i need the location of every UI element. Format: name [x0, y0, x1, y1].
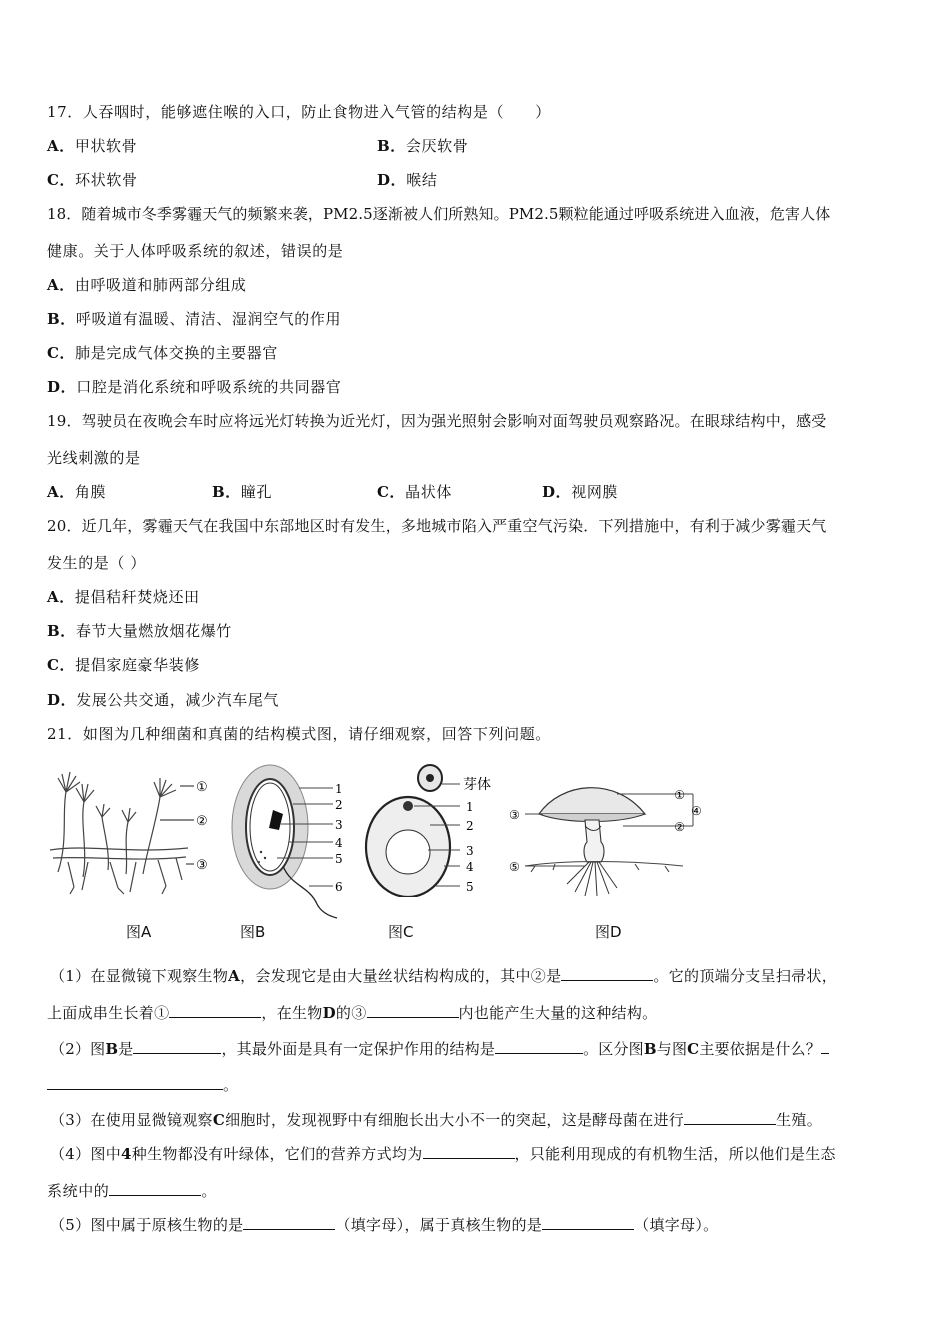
q18-stem-line2: 健康。关于人体呼吸系统的叙述，错误的是: [47, 242, 344, 260]
text-run: C: [687, 1040, 700, 1058]
text-run: 。: [223, 1076, 239, 1094]
text-run: （填字母），属于真核生物的是: [335, 1216, 543, 1234]
q21-part3: [50, 1110, 822, 1130]
text-run: 系统中的: [47, 1182, 110, 1200]
text-run: （5）图中属于原核生物的是: [50, 1216, 244, 1234]
q19-stem-line1: 19．驾驶员在夜晚会车时应将远光灯转换为近光灯，因为强光照射会影响对面驾驶员观察路况。在眼球结构中，感受: [47, 412, 827, 430]
figure-c-label-4: 4: [466, 860, 474, 874]
figure-a-label-1: ①: [196, 780, 208, 795]
option-label: C．: [47, 344, 76, 362]
q18-option-b: [47, 309, 341, 329]
option-label: A．: [47, 588, 75, 606]
option-label: C．: [377, 483, 406, 501]
answer-blank[interactable]: [169, 1003, 261, 1018]
text-run: C: [212, 1111, 226, 1129]
text-run: 种生物都没有叶绿体，它们的营养方式均为: [131, 1145, 423, 1163]
q18-stem-line1: 18．随着城市冬季雾霾天气的频繁来袭，PM2.5逐渐被人们所熟知。PM2.5颗粒能通过呼吸系统进入血液，危害人体: [47, 205, 831, 223]
q18-option-d: [47, 377, 341, 397]
q21-stem: 21．如图为几种细菌和真菌的结构模式图，请仔细观察，回答下列问题。: [47, 725, 551, 743]
option-label: A．: [47, 483, 75, 501]
text-run: 。区分图: [583, 1040, 644, 1058]
q21-part2-line1: [50, 1039, 829, 1059]
q17-option-d: [377, 170, 437, 190]
option-label: B．: [47, 622, 76, 640]
option-text: 会厌软骨: [405, 137, 469, 155]
text-run: （2）图: [50, 1040, 106, 1058]
answer-blank[interactable]: [495, 1039, 583, 1054]
answer-blank[interactable]: [561, 966, 653, 981]
q20-option-a: [47, 587, 200, 607]
text-run: 细胞时，发现视野中有细胞长出大小不一的突起，这是酵母菌在进行: [225, 1111, 685, 1129]
figure-b-bacterium-diagram: [225, 762, 355, 922]
figure-d-caption: 图D: [595, 923, 622, 941]
figure-a-mold-diagram: [48, 762, 220, 897]
option-text: 肺是完成气体交换的主要器官: [75, 344, 278, 362]
text-run: B: [105, 1040, 119, 1058]
figure-b-label-5: 5: [335, 852, 343, 866]
figure-b-caption: 图B: [240, 923, 266, 941]
figure-c-label-5: 5: [466, 880, 474, 894]
figure-a-caption: 图A: [126, 923, 152, 941]
option-label: B．: [377, 137, 406, 155]
answer-blank[interactable]: [133, 1039, 221, 1054]
text-run: （3）在使用显微镜观察: [50, 1111, 213, 1129]
figure-d-mushroom-diagram: [505, 762, 705, 902]
option-label: D．: [47, 378, 77, 396]
option-label: C．: [47, 171, 76, 189]
option-text: 甲状软骨: [74, 137, 138, 155]
figure-d-label-4: ④: [691, 804, 702, 818]
option-label: A．: [47, 137, 75, 155]
figure-b-label-6: 6: [335, 880, 343, 894]
text-run: 的③: [335, 1004, 367, 1022]
answer-blank[interactable]: [243, 1215, 335, 1230]
text-run: ，会发现它是由大量丝状结构构成的，其中②是: [240, 967, 562, 985]
q21-part2-line2: [47, 1075, 239, 1095]
answer-blank[interactable]: [821, 1039, 829, 1054]
option-label: B．: [47, 310, 76, 328]
option-text: 提倡秸秆焚烧还田: [74, 588, 200, 606]
q17-stem: 17．人吞咽时，能够遮住喉的入口，防止食物进入气管的结构是（ ）: [47, 103, 551, 121]
option-text: 春节大量燃放烟花爆竹: [75, 622, 232, 640]
figure-b-label-4: 4: [335, 836, 343, 850]
text-run: 。: [201, 1182, 218, 1200]
q19-stem-line2: 光线刺激的是: [47, 449, 141, 467]
figure-c-yeast-diagram: [360, 762, 510, 897]
answer-blank[interactable]: [367, 1003, 459, 1018]
option-text: 口腔是消化系统和呼吸系统的共同器官: [76, 378, 342, 396]
q21-part5: [50, 1215, 718, 1235]
text-run: ，其最外面是具有一定保护作用的结构是: [221, 1040, 496, 1058]
option-label: B．: [212, 483, 241, 501]
text-run: ，只能利用现成的有机物生活，所以他们是生态: [514, 1145, 836, 1163]
q20-stem-line1: 20．近几年，雾霾天气在我国中东部地区时有发生，多地城市陷入严重空气污染．下列措施中，有利于减少雾霾天气: [47, 517, 827, 535]
q21-part4-line2: [47, 1181, 217, 1201]
option-label: A．: [47, 276, 75, 294]
text-run: A: [228, 967, 241, 985]
text-run: 4: [121, 1145, 132, 1163]
option-text: 由呼吸道和肺两部分组成: [74, 276, 247, 294]
text-run: （4）图中: [50, 1145, 122, 1163]
option-text: 瞳孔: [240, 483, 273, 501]
answer-blank[interactable]: [423, 1144, 515, 1159]
text-run: 生殖。: [776, 1111, 823, 1129]
q20-option-d: [47, 690, 279, 710]
q19-option-a: [47, 482, 106, 502]
text-run: 内也能产生大量的这种结构。: [458, 1004, 658, 1022]
option-label: D．: [47, 691, 77, 709]
figure-d-label-1: ①: [674, 788, 685, 802]
q20-option-c: [47, 655, 200, 675]
q19-option-c: [377, 482, 452, 502]
text-run: 主要依据是什么？: [699, 1040, 821, 1058]
q17-option-a: [47, 136, 137, 156]
q21-part4-line1: [50, 1144, 836, 1164]
q20-stem-line2: 发生的是（ ）: [47, 554, 146, 572]
text-run: ，在生物: [261, 1004, 323, 1022]
option-text: 发展公共交通，减少汽车尾气: [76, 691, 280, 709]
q20-option-b: [47, 621, 232, 641]
figure-b-label-1: 1: [335, 782, 343, 796]
figure-b-label-2: 2: [335, 798, 343, 812]
figure-d-label-3: ③: [509, 808, 520, 822]
option-text: 视网膜: [571, 483, 619, 501]
option-label: D．: [542, 483, 572, 501]
text-run: 。它的顶端分支呈扫帚状，: [653, 967, 838, 985]
figure-c-label-3: 3: [466, 844, 474, 858]
q21-part1-line1: [50, 966, 837, 986]
figure-c-label-2: 2: [466, 819, 474, 833]
option-label: C．: [47, 656, 76, 674]
text-run: D: [322, 1004, 336, 1022]
q19-option-b: [212, 482, 272, 502]
q19-option-d: [542, 482, 618, 502]
option-text: 提倡家庭豪华装修: [75, 656, 200, 674]
option-text: 喉结: [406, 171, 438, 189]
answer-blank[interactable]: [684, 1110, 776, 1125]
text-run: （1）在显微镜下观察生物: [50, 967, 229, 985]
answer-blank[interactable]: [109, 1181, 201, 1196]
option-text: 呼吸道有温暖、清洁、湿润空气的作用: [75, 310, 342, 328]
text-run: （填字母）。: [634, 1216, 719, 1234]
text-run: 上面成串生长着①: [47, 1004, 170, 1022]
option-text: 角膜: [74, 483, 107, 501]
q21-part1-line2: [47, 1003, 657, 1023]
q17-option-c: [47, 170, 138, 190]
option-text: 环状软骨: [75, 171, 138, 189]
figure-d-label-2: ②: [674, 820, 685, 834]
text-run: 与图: [656, 1040, 688, 1058]
figure-d-label-5: ⑤: [509, 860, 520, 874]
option-text: 晶状体: [405, 483, 452, 501]
figure-a-label-2: ②: [196, 814, 208, 829]
figure-a-label-3: ③: [196, 858, 208, 873]
figure-b-label-3: 3: [335, 818, 343, 832]
q17-option-b: [377, 136, 468, 156]
q18-option-a: [47, 275, 246, 295]
text-run: B: [643, 1040, 657, 1058]
answer-blank[interactable]: [542, 1215, 634, 1230]
option-label: D．: [377, 171, 407, 189]
figure-c-bud-label: 芽体: [463, 777, 491, 793]
answer-blank[interactable]: [47, 1075, 223, 1090]
q18-option-c: [47, 343, 278, 363]
figure-c-label-1: 1: [466, 800, 474, 814]
text-run: 是: [118, 1040, 134, 1058]
figure-c-caption: 图C: [388, 923, 414, 941]
